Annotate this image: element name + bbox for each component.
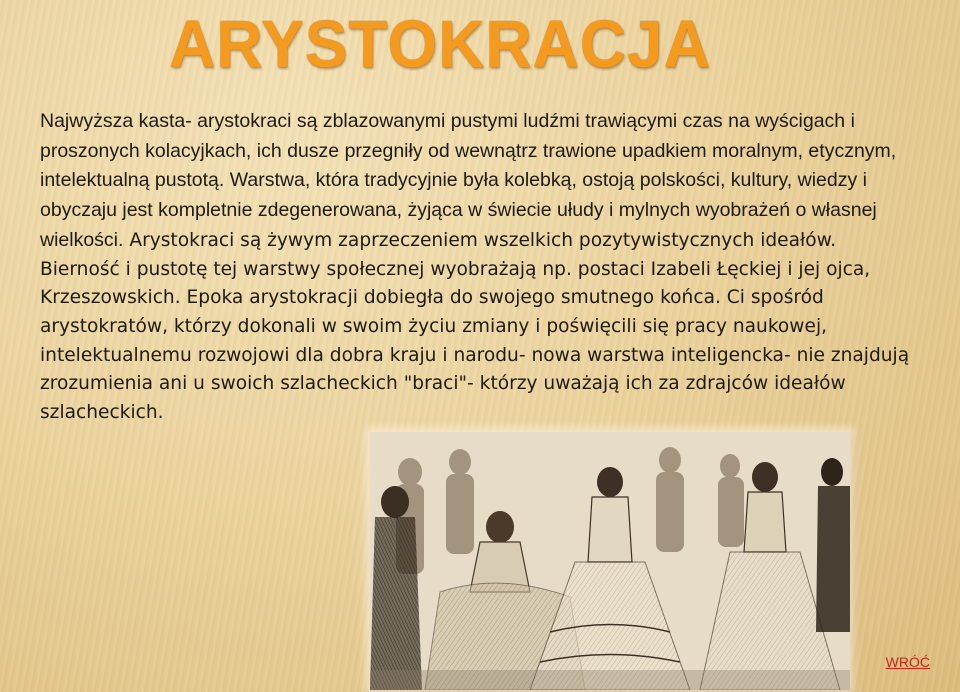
body-paragraph xyxy=(40,107,920,428)
page-title: ARYSTOKRACJA xyxy=(169,6,711,82)
back-link[interactable]: WRÓĆ xyxy=(885,654,930,670)
ballroom-illustration xyxy=(370,432,850,690)
ballroom-engraving-image xyxy=(370,432,850,690)
body-paragraph-part-2: Arystokraci są żywym zaprzeczeniem wszelkich pozytywistycznych ideałów. Bierność i pustotę tej warstwy społecznej wyobrażają np. postaci Izabeli Łęckiej i jej ojca, Krzeszowskich. Epoka arystokracji dobiegła do swojego smutnego końca. Ci spośród arystokratów, którzy dokonali w swoim życiu zmiany i poświęcili się pracy naukowej, intelektualnemu rozwojowi dla dobra kraju i narodu- nowa warstwa inteligencka- nie znajdują zrozumienia ani u swoich szlacheckich "braci"- którzy uważają ich za zdrajców ideałów szlacheckich. xyxy=(40,229,910,424)
body-paragraph-part-1: Najwyższa kasta- arystokraci są zblazowanymi pustymi ludźmi trawiącymi czas na wyścigach i proszonych kolacyjkach, ich dusze przegniły od wewnątrz trawione upadkiem moralnym, etycznym, intelektualną pustotą. Warstwa, która tradycyjnie była kolebką, ostoją polskości, kultury, wiedzy i obyczaju jest kompletnie zdegenerowana, żyjąca w świecie ułudy i mylnych wyobrażeń o własnej wielkości. xyxy=(40,110,897,251)
